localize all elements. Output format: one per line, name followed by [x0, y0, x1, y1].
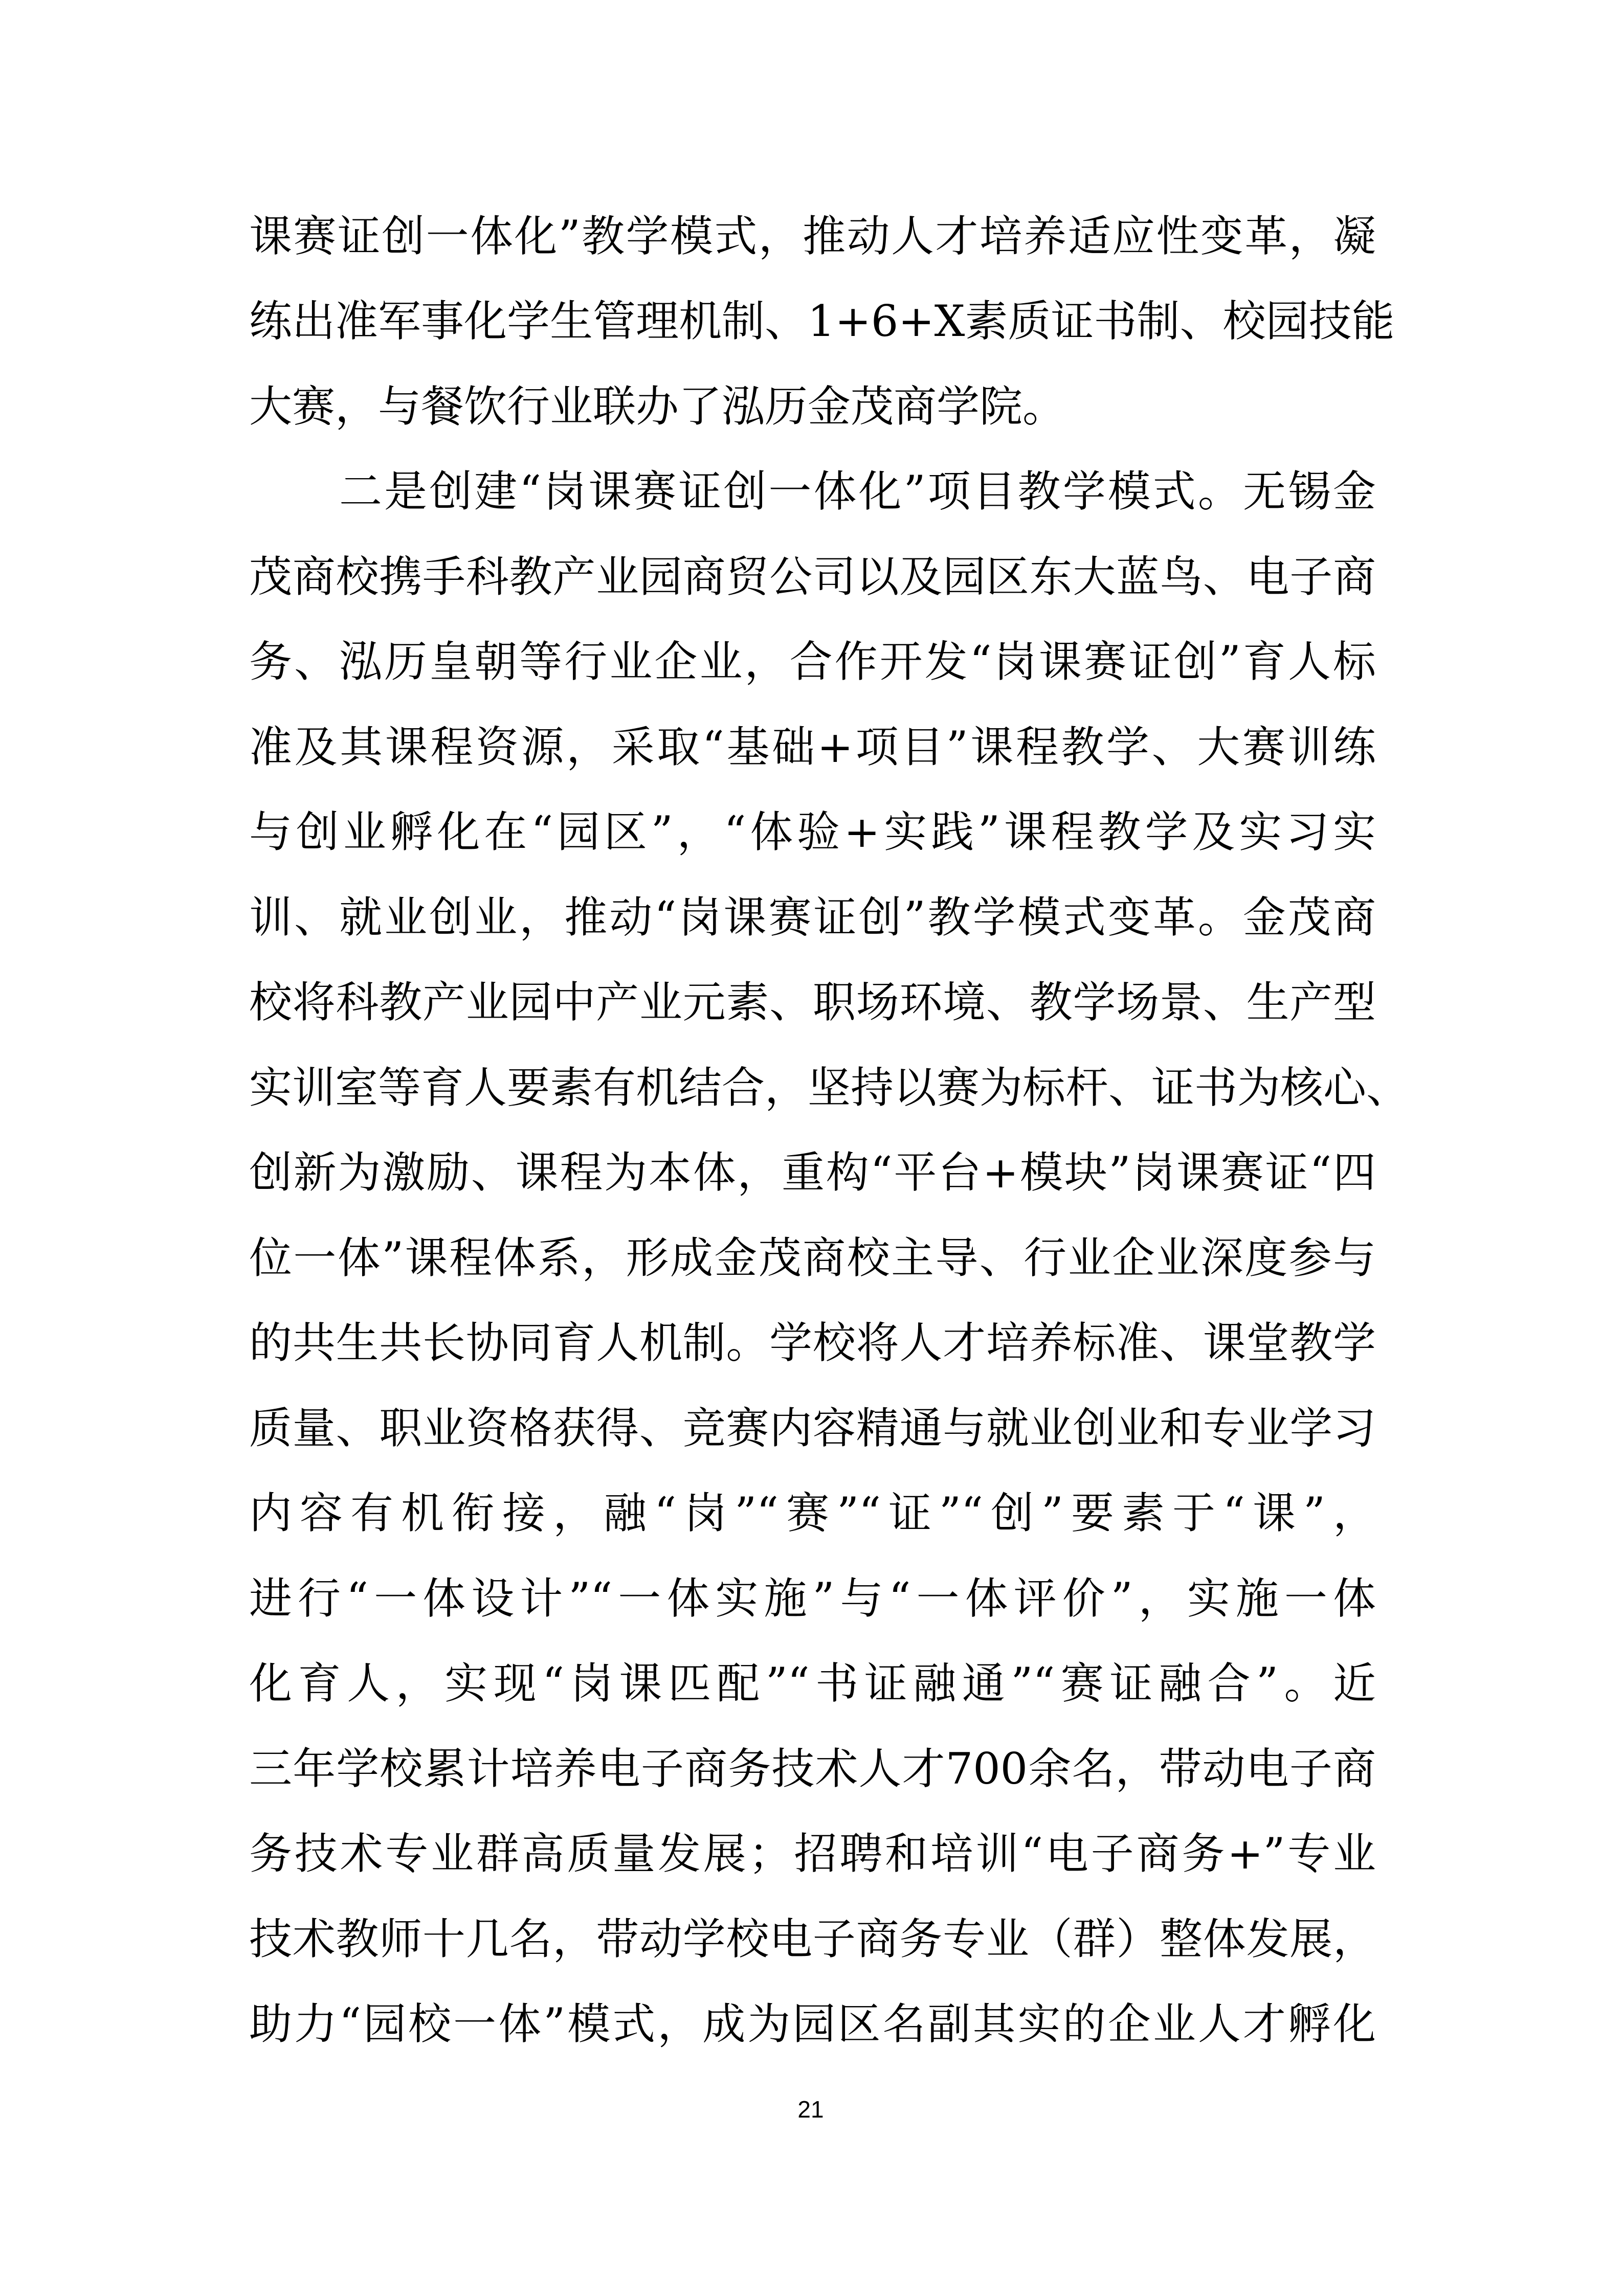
page-number: 21: [797, 2096, 824, 2123]
paragraph-line: 准及其课程资源，采取“基础+项目”课程教学、大赛训练: [249, 722, 1376, 772]
paragraph-line: 的共生共长协同育人机制。学校将人才培养标准、课堂教学: [249, 1318, 1376, 1368]
paragraph-line: 课赛证创一体化”教学模式，推动人才培养适应性变革，凝: [249, 211, 1376, 261]
paragraph-line: 创新为激励、课程为本体，重构“平台+模块”岗课赛证“四: [249, 1147, 1376, 1198]
paragraph-line: 练出准军事化学生管理机制、1+6+X素质证书制、校园技能: [249, 296, 1395, 346]
paragraph-line: 校将科教产业园中产业元素、职场环境、教学场景、生产型: [249, 977, 1376, 1027]
paragraph-line: 化育人，实现“岗课匹配”“书证融通”“赛证融合”。近: [249, 1658, 1376, 1708]
paragraph-line: 内容有机衔接，融“岗”“赛”“证”“创”要素于“课”，: [249, 1488, 1376, 1538]
paragraph-line: 二是创建“岗课赛证创一体化”项目教学模式。无锡金: [339, 466, 1376, 516]
paragraph-line: 实训室等育人要素有机结合，坚持以赛为标杆、证书为核心、: [249, 1063, 1410, 1113]
paragraph-line: 三年学校累计培养电子商务技术人才700余名，带动电子商: [249, 1744, 1376, 1794]
paragraph-line: 位一体”课程体系，形成金茂商校主导、行业企业深度参与: [249, 1233, 1376, 1283]
paragraph-line: 大赛，与餐饮行业联办了泓历金茂商学院。: [249, 381, 1066, 432]
paragraph-line: 训、就业创业，推动“岗课赛证创”教学模式变革。金茂商: [249, 892, 1376, 942]
paragraph-line: 质量、职业资格获得、竞赛内容精通与就业创业和专业学习: [249, 1403, 1376, 1453]
paragraph-line: 与创业孵化在“园区”，“体验+实践”课程教学及实习实: [249, 807, 1376, 857]
paragraph-line: 进行“一体设计”“一体实施”与“一体评价”，实施一体: [249, 1573, 1376, 1624]
paragraph-line: 务、泓历皇朝等行业企业，合作开发“岗课赛证创”育人标: [249, 637, 1376, 687]
paragraph-line: 技术教师十几名，带动学校电子商务专业（群）整体发展，: [249, 1914, 1376, 1964]
paragraph-line: 助力“园校一体”模式，成为园区名副其实的企业人才孵化: [249, 1999, 1376, 2049]
paragraph-line: 茂商校携手科教产业园商贸公司以及园区东大蓝鸟、电子商: [249, 552, 1376, 602]
paragraph-line: 务技术专业群高质量发展；招聘和培训“电子商务+”专业: [249, 1829, 1376, 1879]
